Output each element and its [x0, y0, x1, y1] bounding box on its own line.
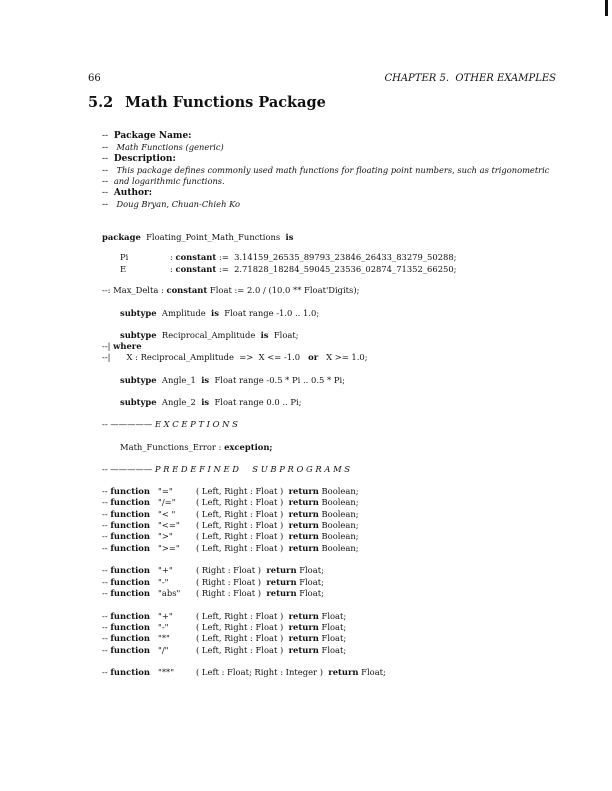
subtype-angle-1: subtype Angle_1 is Float range -0.5 * Pi .. 0.5 * Pi;	[120, 375, 345, 385]
function-signature	[196, 531, 359, 541]
section-number: 5.2	[88, 94, 114, 111]
comment-prefix: --	[102, 508, 111, 519]
function-keyword: function	[110, 576, 150, 587]
function-name: "+"	[158, 565, 173, 576]
is-keyword: is	[285, 232, 294, 242]
comment-prefix: --	[102, 565, 111, 576]
function-name: "/"	[158, 644, 169, 655]
function-keyword: function	[110, 486, 150, 496]
comment-prefix: --	[102, 587, 111, 598]
preamble-line	[102, 165, 549, 176]
chapter-header: CHAPTER 5. OTHER EXAMPLES	[384, 73, 556, 84]
constant-value: 3.14159_26535_89793_23846_26433_83279_50288;	[234, 252, 457, 262]
exception-declaration: Math_Functions_Error : exception;	[120, 442, 273, 452]
function-name: "+"	[158, 610, 173, 621]
function-keyword: function	[110, 633, 150, 644]
constant-keyword: constant	[166, 285, 208, 295]
colon: :	[170, 252, 176, 262]
comment-prefix: --	[102, 199, 114, 210]
function-params: ( Left, Right : Float )	[196, 644, 289, 655]
function-declaration	[102, 622, 150, 632]
function-signature	[196, 565, 324, 575]
function-name: "**"	[158, 667, 175, 678]
function-keyword: function	[110, 644, 150, 655]
function-declaration	[102, 520, 150, 530]
function-signature	[196, 611, 346, 621]
preamble-line	[102, 154, 176, 164]
comment-prefix: --	[102, 143, 114, 154]
function-signature	[196, 520, 359, 530]
return-type: Float;	[318, 633, 347, 644]
comment-prefix: --	[102, 486, 111, 496]
return-keyword: return	[266, 576, 297, 587]
function-params: ( Left, Right : Float )	[196, 622, 289, 632]
package-keyword: package	[102, 232, 141, 242]
function-keyword: function	[110, 508, 150, 519]
return-type: Float;	[318, 610, 347, 621]
return-type: Float;	[296, 565, 324, 576]
constant-value: 2.71828_18284_59045_23536_02874_71352_66250;	[234, 263, 457, 274]
return-type: Boolean;	[318, 542, 359, 553]
subtype-amplitude: subtype Amplitude is Float range -1.0 .. 1.0;	[120, 308, 320, 318]
function-keyword: function	[110, 497, 150, 508]
return-type: Boolean;	[318, 531, 359, 542]
return-type: Float;	[318, 622, 347, 632]
function-signature	[196, 633, 346, 643]
function-name: ">="	[158, 542, 180, 553]
function-declaration	[102, 588, 150, 598]
comment-prefix: --	[102, 633, 111, 644]
function-params: ( Left, Right : Float )	[196, 508, 289, 519]
function-keyword: function	[110, 587, 150, 598]
function-params: ( Right : Float )	[196, 576, 267, 587]
subtype-reciprocal: subtype Reciprocal_Amplitude is Float;	[120, 330, 299, 340]
function-name: "*"	[158, 633, 170, 644]
preamble-text: Math Functions (generic)	[113, 142, 224, 153]
function-signature	[196, 509, 359, 519]
function-declaration	[102, 667, 150, 677]
comment-prefix: --	[102, 610, 111, 621]
function-signature	[196, 622, 346, 632]
function-name: "="	[158, 486, 173, 496]
return-type: Float;	[296, 587, 324, 598]
return-keyword: return	[288, 644, 319, 655]
return-keyword: return	[288, 519, 319, 530]
comment-prefix: --	[102, 622, 111, 632]
function-keyword: function	[110, 519, 150, 530]
return-type: Boolean;	[318, 486, 359, 496]
page-edge-marker	[605, 0, 608, 16]
function-params: ( Left, Right : Float )	[196, 531, 289, 542]
function-signature	[196, 577, 324, 587]
comment-prefix: --	[102, 667, 111, 678]
comment-prefix: --	[102, 576, 111, 587]
comment-prefix: --	[102, 177, 114, 188]
return-keyword: return	[288, 633, 319, 644]
function-signature	[196, 645, 346, 655]
colon: :	[170, 263, 176, 274]
function-signature	[196, 497, 359, 507]
max-delta-rest: Float := 2.0 / (10.0 ** Float'Digits);	[209, 285, 360, 295]
exceptions-banner: -- ————— E X C E P T I O N S	[102, 419, 238, 429]
function-keyword: function	[110, 610, 150, 621]
comment-prefix: --	[102, 153, 114, 164]
function-name: ">"	[158, 531, 173, 542]
return-keyword: return	[288, 508, 319, 519]
function-params: ( Left, Right : Float )	[196, 542, 289, 553]
function-name: "<="	[158, 519, 180, 530]
preamble-line	[102, 176, 225, 187]
function-params: ( Right : Float )	[196, 587, 267, 598]
function-params: ( Right : Float )	[196, 565, 267, 576]
comment-prefix: --	[102, 542, 111, 553]
function-declaration	[102, 486, 150, 496]
constant-name: Pi	[120, 252, 129, 262]
package-declaration	[102, 232, 293, 242]
comment-prefix: --	[102, 497, 111, 508]
preamble-line	[102, 199, 240, 210]
function-name: "-"	[158, 576, 169, 587]
return-keyword: return	[288, 531, 319, 542]
preamble-line	[102, 188, 152, 198]
function-declaration	[102, 531, 150, 541]
constant-keyword: constant	[175, 252, 217, 262]
return-keyword: return	[288, 622, 319, 632]
function-name: "< "	[158, 508, 176, 519]
function-params: ( Left, Right : Float )	[196, 610, 289, 621]
return-type: Boolean;	[318, 508, 359, 519]
return-keyword: return	[288, 542, 319, 553]
function-signature	[196, 543, 359, 553]
where-condition: --| X : Reciprocal_Amplitude => X <= -1.0 or X >= 1.0;	[102, 352, 368, 362]
function-keyword: function	[110, 667, 150, 678]
preamble-text: Description:	[113, 153, 176, 164]
function-signature	[196, 667, 386, 677]
function-params: ( Left, Right : Float )	[196, 497, 289, 508]
page-number: 66	[88, 73, 101, 84]
assign: :=	[216, 252, 235, 262]
function-name: "abs"	[158, 587, 181, 598]
function-params: ( Left, Right : Float )	[196, 519, 289, 530]
package-name: Floating_Point_Math_Functions	[146, 232, 281, 242]
preamble-text: and logarithmic functions.	[113, 176, 225, 187]
function-name: "/="	[158, 497, 176, 508]
function-params: ( Left, Right : Float )	[196, 633, 289, 644]
return-type: Float;	[358, 667, 386, 678]
comment-prefix: --	[102, 131, 114, 141]
preamble-text: Doug Bryan, Chuan-Chieh Ko	[113, 198, 241, 209]
preamble-text: This package defines commonly used math functions for floating point numbers, such as trigonometric	[113, 164, 550, 175]
constant-definition	[170, 252, 457, 262]
function-signature	[196, 588, 324, 598]
function-declaration	[102, 645, 150, 655]
return-type: Float;	[296, 576, 324, 587]
comment-prefix: --	[102, 531, 111, 542]
constant-keyword: constant	[175, 263, 217, 274]
return-type: Boolean;	[318, 497, 359, 508]
subtype-angle-2: subtype Angle_2 is Float range 0.0 .. Pi;	[120, 397, 302, 407]
max-delta-line	[102, 285, 359, 295]
function-declaration	[102, 633, 150, 643]
preamble-text: Package Name:	[113, 131, 192, 141]
return-keyword: return	[288, 486, 319, 496]
constant-definition	[170, 264, 457, 274]
where-annotation: --| where	[102, 341, 142, 351]
return-keyword: return	[266, 587, 297, 598]
function-keyword: function	[110, 622, 150, 632]
return-keyword: return	[328, 667, 359, 678]
function-keyword: function	[110, 542, 150, 553]
predefined-banner: -- ————— P R E D E F I N E D S U B P R O G R A M S	[102, 464, 351, 474]
constant-name: E	[120, 263, 127, 274]
function-declaration	[102, 497, 150, 507]
max-delta-prefix: --: Max_Delta :	[102, 285, 164, 295]
return-keyword: return	[288, 610, 319, 621]
function-declaration	[102, 543, 150, 553]
function-params: ( Left, Right : Float )	[196, 486, 289, 496]
function-name: "-"	[158, 622, 169, 632]
comment-prefix: --	[102, 644, 111, 655]
function-declaration	[102, 577, 150, 587]
section-title: Math Functions Package	[125, 94, 326, 111]
function-signature	[196, 486, 359, 496]
comment-prefix: --	[102, 519, 111, 530]
function-keyword: function	[110, 565, 150, 576]
comment-prefix: --	[102, 165, 114, 176]
comment-prefix: --	[102, 187, 114, 198]
function-declaration	[102, 611, 150, 621]
preamble-text: Author:	[113, 187, 153, 198]
return-type: Boolean;	[318, 519, 359, 530]
return-keyword: return	[288, 497, 319, 508]
preamble-line	[102, 142, 224, 153]
assign: :=	[216, 263, 235, 274]
return-keyword: return	[266, 565, 297, 576]
function-declaration	[102, 565, 150, 575]
function-keyword: function	[110, 531, 150, 542]
function-declaration	[102, 509, 150, 519]
return-type: Float;	[318, 644, 347, 655]
preamble-line	[102, 131, 192, 141]
function-params: ( Left : Float; Right : Integer )	[196, 667, 329, 678]
